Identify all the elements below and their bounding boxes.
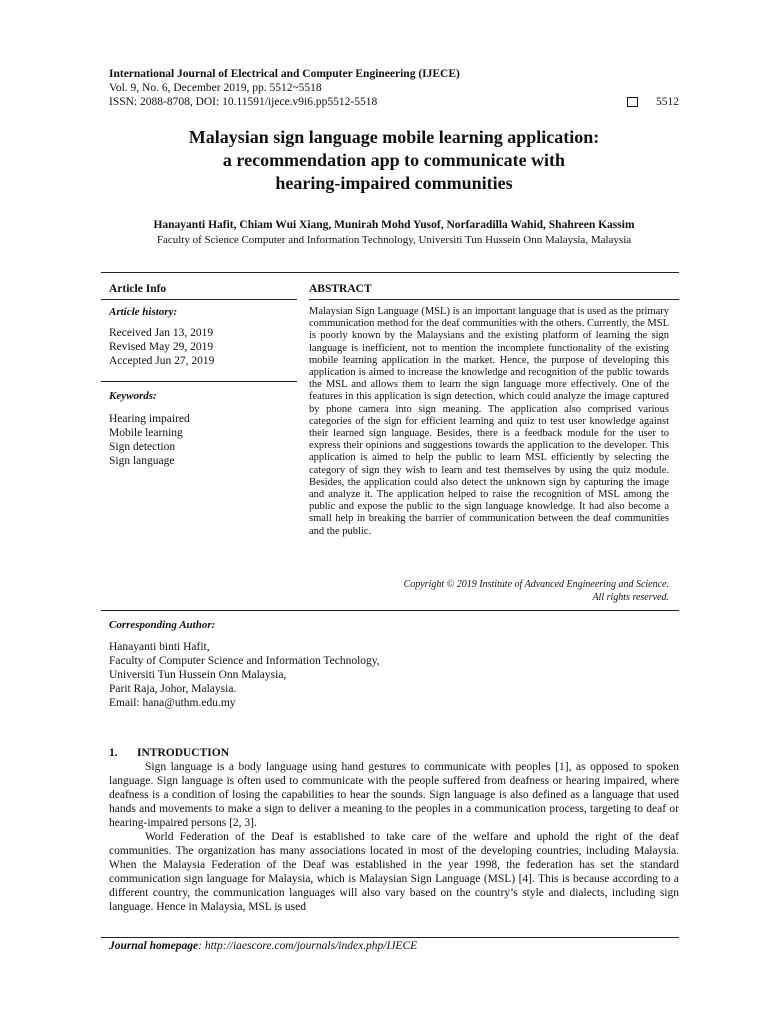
corr-line: Universiti Tun Hussein Onn Malaysia,: [109, 669, 287, 681]
corr-email: Email: hana@uthm.edu.my: [109, 697, 236, 709]
copyright-notice: [309, 578, 669, 604]
journal-header: [109, 67, 679, 109]
abstract-heading: ABSTRACT: [309, 283, 372, 295]
homepage-label: Journal homepage: [109, 940, 199, 952]
article-history-list: [109, 326, 214, 368]
copyright-line-1: Copyright © 2019 Institute of Advanced Engineering and Science.: [403, 579, 669, 590]
title-line-2: a recommendation app to communicate with: [222, 150, 566, 170]
history-received: Received Jan 13, 2019: [109, 327, 214, 339]
keywords-divider: [101, 381, 297, 382]
introduction-heading: [109, 746, 679, 760]
keywords-label: Keywords:: [109, 390, 157, 402]
copyright-line-2: All rights reserved.: [592, 592, 669, 603]
journal-issn: ISSN: 2088-8708, DOI: 10.11591/ijece.v9i6.pp5512-5518: [109, 96, 378, 108]
keyword-item: Hearing impaired: [109, 413, 190, 425]
corr-line: Parit Raja, Johor, Malaysia.: [109, 683, 237, 695]
issn-row: [109, 95, 679, 109]
homepage-colon: :: [198, 940, 205, 952]
intro-paragraph-2: World Federation of the Deaf is established to take care of the welfare and uphold the right of the deaf communities. The organization has many associations located in most of the developing countries, including Malaysia. When the Malaysia Federation of the Deaf was established in the year 1998, the federation has set the standard communication sign language for Malaysia, which is Malaysian Sign Language (MSL) [4]. This is because according to a different country, the communication languages will also vary based on the country’s style and dialects, including sign language. Hence in Malaysia, MSL is used: [109, 831, 679, 913]
journal-volume: Vol. 9, No. 6, December 2019, pp. 5512~5518: [109, 82, 322, 94]
journal-name: International Journal of Electrical and Computer Engineering (IJECE): [109, 68, 460, 80]
page-number-group: [627, 95, 679, 109]
keywords-list: [109, 412, 190, 468]
keyword-item: Mobile learning: [109, 427, 183, 439]
homepage-url[interactable]: http://iaescore.com/journals/index.php/IJECE: [204, 940, 418, 952]
top-divider: [101, 272, 679, 273]
section-title: INTRODUCTION: [137, 747, 230, 759]
keyword-item: Sign language: [109, 455, 175, 467]
article-info-heading: Article Info: [109, 283, 167, 295]
introduction-section: [109, 746, 679, 914]
section-number: 1.: [109, 747, 118, 759]
corresponding-author: [109, 618, 380, 710]
corresponding-author-label: Corresponding Author:: [109, 619, 216, 631]
abstract-divider: [309, 299, 679, 300]
corresponding-author-details: [109, 640, 380, 710]
article-info-divider: [101, 299, 297, 300]
affiliation: Faculty of Science Computer and Information Technology, Universiti Tun Hussein Onn Malaysia, Malaysia: [156, 234, 632, 246]
footer-divider: [101, 937, 679, 938]
square-box-icon: [627, 97, 638, 107]
journal-homepage: [109, 940, 417, 952]
history-revised: Revised May 29, 2019: [109, 341, 214, 353]
page-number: 5512: [656, 96, 679, 108]
keyword-item: Sign detection: [109, 441, 176, 453]
title-line-3: hearing-impaired communities: [275, 173, 513, 193]
corr-line: Faculty of Computer Science and Information Technology,: [109, 655, 380, 667]
intro-paragraph-1: Sign language is a body language using hand gestures to communicate with peoples [1], as opposed to spoken language. Sign language is often used to communicate with the people suffered from deafness or hearing impaired, where deafness is a condition of losing the capabilities to hear the sounds. Sign language is also defined as a language that used hands and movements to make a sign to deliver a meaning to the peoples in a communication process, targeting to deaf or hearing-impaired persons [2, 3].: [109, 761, 679, 829]
title-line-1: Malaysian sign language mobile learning application:: [188, 127, 600, 147]
authors: Hanayanti Hafit, Chiam Wui Xiang, Munirah Mohd Yusof, Norfaradilla Wahid, Shahreen Kassim: [153, 219, 635, 231]
paper-title: [100, 126, 688, 195]
article-history-label: Article history:: [109, 306, 178, 318]
history-accepted: Accepted Jun 27, 2019: [109, 355, 215, 367]
corr-line: Hanayanti binti Hafit,: [109, 641, 210, 653]
abstract-text: Malaysian Sign Language (MSL) is an important language that is used as the primary communication method for the deaf communities with the others. Currently, the MSL is poorly known by the Malaysians and the existing platform of learning the sign language is inefficient, not to mention the incomplete functionality of the existing mobile learning application in the market. Hence, the purpose of developing this application is aimed to increase the knowledge and recognition of the public towards the MSL and allows them to learn the sign language more effectively. One of the features in this application is sign detection, which could analyze the image captured by phone camera into sign meaning. The application also comprised various categories of the sign for efficient learning and quiz to test user knowledge against their learned sign language. Besides, there is a feedback module for the user to express their opinions and suggestions towards the application to the developer. This application is aimed to help the public to learn MSL efficiently by selecting the category of sign they wish to learn and test themselves by using the quiz module. Besides, the application could also detect the unknown sign by capturing the image and analyze it. The application helped to raise the recognition of MSL among the public and expose the public to the sign language knowledge. It had also become a small help in breaking the barrier of communication between the deaf communities and the public.: [309, 306, 669, 537]
corresponding-divider: [101, 610, 679, 611]
